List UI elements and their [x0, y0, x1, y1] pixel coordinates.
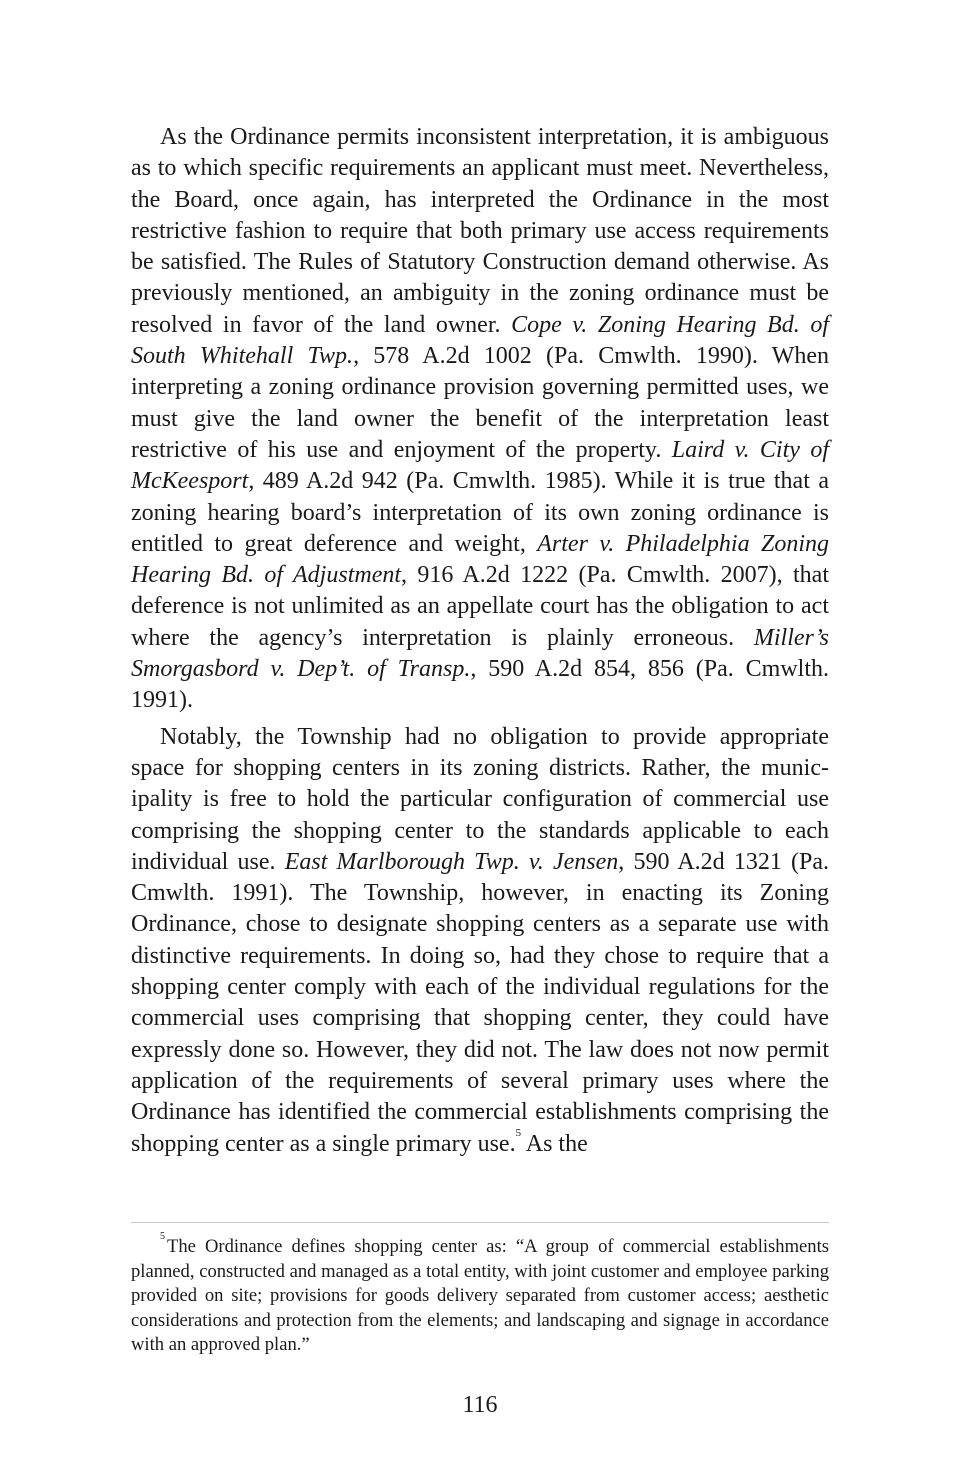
paragraph-1-text-3: , 489 A.2d 942 (Pa. Cmwlth. 1985). While it is true that a zoning hearing board’s interpretation of its own zoning ordinance is entitled to great deference and weight,	[131, 468, 829, 557]
page-number: 116	[462, 1392, 498, 1418]
paragraph-1-text-1: As the Ordinance permits inconsistent interpretation, it is ambiguous as to which specific requirements an applicant must meet. Nevertheless, the Board, once again, has interpreted the Ordinance in the most restrictive fashion to require that both primary use access requirements be satisfied. The Rules of Statutory Construction demand otherwise. As previously mentioned, an ambiguity in the zoning ordinance must be resolved in favor of the land owner.	[131, 124, 829, 338]
citation-laird: Laird v. City of McKeesport	[131, 436, 830, 495]
footnote-reference[interactable]: 5	[515, 1126, 522, 1139]
paragraph-1	[131, 122, 829, 717]
citation-cope: Cope v. Zoning Hearing Bd. of South Whitehall Twp.	[131, 311, 829, 370]
footnote-divider	[131, 1222, 829, 1223]
paragraph-2-text-2: , 590 A.2d 1321 (Pa. Cmwlth. 1991). The Township, however, in enacting its Zoning Ordinance, chose to designate shopping centers as a separate use with distinctive requirements. In doing so, had they chose to require that a shopping center comply with each of the individual regulations for the commercial uses comprising that shopping center, they could have expressly done so. However, they did not. The law does not now permit application of the requirements of several primary uses where the Ordinance has identified the commercial establishments comprising the shopping center as a single primary use.	[131, 848, 830, 1157]
paragraph-2	[131, 722, 829, 1160]
citation-east-marlborough: East Marlborough Twp. v. Jensen	[284, 848, 619, 875]
citation-millers: Miller’s Smorgasbord v. Dep’t. of Transp.	[131, 624, 829, 683]
citation-arter: Arter v. Philadelphia Zoning Hearing Bd. of Adjustment	[131, 530, 830, 589]
footnote-marker: 5	[160, 1231, 165, 1242]
paragraph-2-text-3: As the	[521, 1130, 588, 1157]
paragraph-2-text-1: Notably, the Township had no obligation to provide appropriate space for shopping centers in its zoning districts. Rather, the municipality is free to hold the particular configuration of commercial use comprising the shopping center to the standards applicable to each individual use.	[131, 723, 829, 875]
footnote	[131, 1231, 829, 1358]
paragraph-1-text-5: , 590 A.2d 854, 856 (Pa. Cmwlth. 1991).	[131, 656, 830, 714]
footnote-text: The Ordinance defines shopping center as: “A group of commercial establishments planned, constructed and managed as a total entity, with joint customer and employee parking provided on site; provisions for goods delivery separated from customer access; aesthetic considerations and protection from the elements; and landscaping and signage in accordance with an approved plan.”	[131, 1236, 829, 1356]
paragraph-1-text-4: , 916 A.2d 1222 (Pa. Cmwlth. 2007), that deference is not unlimited as an appellate court has the obligation to act where the agency’s interpretation is plainly erroneous.	[131, 562, 829, 651]
body-text	[131, 122, 829, 1160]
paragraph-1-text-2: , 578 A.2d 1002 (Pa. Cmwlth. 1990). When interpreting a zoning ordinance provision governing permitted uses, we must give the land owner the benefit of the interpretation least restrictive of his use and enjoyment of the property.	[131, 343, 829, 463]
